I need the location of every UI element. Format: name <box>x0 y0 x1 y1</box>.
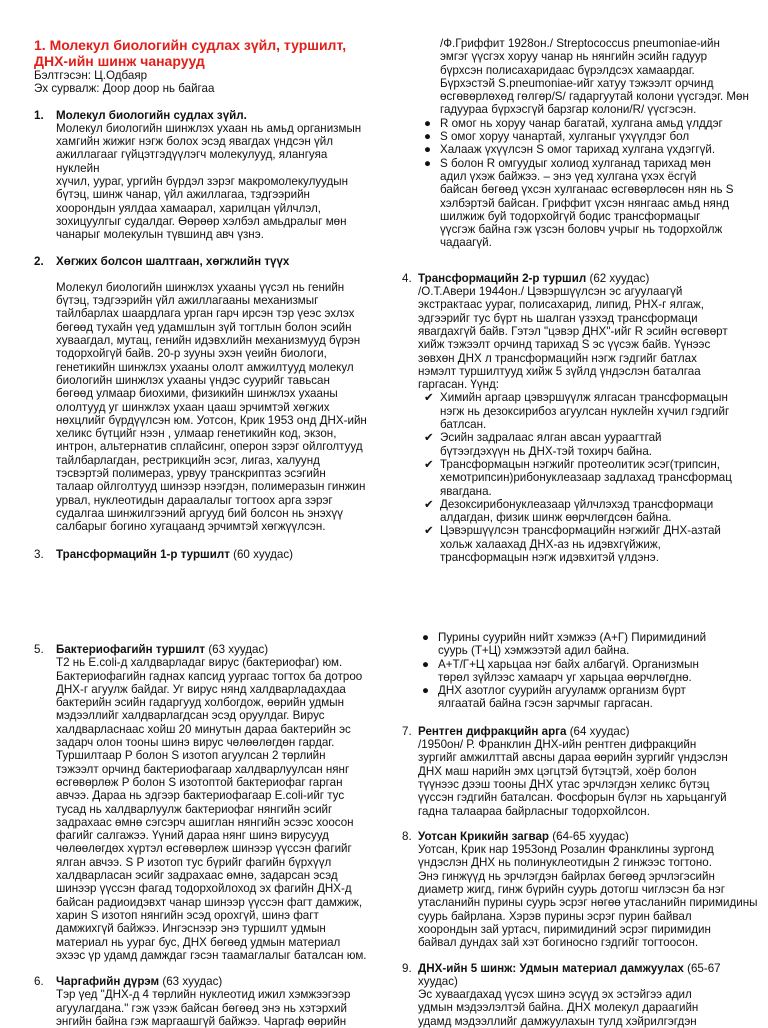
text-line: байвал дундах зай хэт богиносно гэдгийг тогтоосон. <box>418 936 699 950</box>
section-8-title: Уотсан Крикийн загвар <box>418 829 550 843</box>
text-line: Уотсан, Крик нар 1953онд Розалин Франклины зургонд <box>418 843 714 857</box>
section-4-heading <box>402 272 763 285</box>
section-7-title: Рентген дифракцийн арга <box>418 724 567 738</box>
text-line: түүнээс дээш тооны ДНХ утас эрчлэгдэн хеликс бүтэц <box>418 777 710 791</box>
text-line: өсгөвөрлөхөд гөлгөр/S/ гадаргуутай колони үүсгэдэг. Мөн <box>440 90 749 104</box>
list-item <box>420 631 764 658</box>
section-6-pages: (63 хуудас) <box>162 975 223 989</box>
text-line: явагдахгүй байв. Гэтэл "цэвэр ДНХ"-ийг R эсийн өсгөвөрт <box>418 324 728 338</box>
text-line: авчээ. Дараа нь эдгээр бактериофагаар E.coli-ийг тус <box>56 789 345 803</box>
section-9-body <box>402 975 764 1028</box>
section-9-number: 9. <box>402 961 412 975</box>
section-9-pages-cont: хуудас) <box>418 974 458 988</box>
section-5-number: 5. <box>34 643 44 656</box>
text-line: хоорондын уялдаа хамаарал, харилцан үйлчлэл, <box>56 201 322 215</box>
text-line: энгийн байна гэж маргаашгүй байжээ. Чаргаф өөрийн <box>56 1015 347 1028</box>
text-line: төрөл зүйлээс хамаарч уг харьцаа өөрчлөгднө. <box>438 670 692 684</box>
section-3-heading <box>34 548 374 561</box>
bullet-icon: ● <box>424 116 432 130</box>
checkmark-icon: ✔ <box>424 391 434 405</box>
text-line: нэгж нь дезоксирибоз агуулсан нуклейн хүчил гэдгийг <box>440 404 730 418</box>
document-title-line-1: 1. Молекул биологийн судлах зүйл, туршилт, <box>34 37 347 53</box>
text-line: S болон R омгуудыг холиод хулганад тарихад мөн <box>440 156 711 170</box>
section-6-body <box>34 988 374 1028</box>
section-7-body <box>402 738 764 818</box>
text-line: тайлбарлагдан, рестрикцийн эсэг, лигаз, халуунд <box>56 453 320 467</box>
text-line: бөгөөд улмаар биохими, физикийн шинжлэх ухааны <box>56 387 338 401</box>
bullet-icon: ● <box>424 130 432 144</box>
document-title-line-2: ДНХ-ийн шинж чанарууд <box>34 53 205 69</box>
section-3-body <box>418 37 763 117</box>
text-line: урвал, нуклеотидын дараалалыг тогтоох арга зэрэг <box>56 493 333 507</box>
text-line: халдварласнаас хойш 20 минутын дараа бактерийн эс <box>56 722 351 736</box>
text-line: Тэр үед "ДНХ-д 4 төрлийн нуклеотид ижил хэмжээгээр <box>56 988 351 1002</box>
section-6-title: Чаргафийн дүрэм <box>56 975 160 989</box>
checkmark-icon: ✔ <box>424 457 434 471</box>
section-3-pages: (60 хуудас) <box>233 547 293 561</box>
text-line: хоорондын зай уртасч, пиримидиний эсрэг пиримидин <box>418 922 711 936</box>
text-line: Цэвэршүүлсэн трансформацийн нэгжийг ДНХ-азтай <box>440 524 721 538</box>
section-1 <box>34 109 374 242</box>
text-line: явагдана. <box>440 484 492 498</box>
section-5-pages: (63 хуудас) <box>208 643 269 656</box>
text-line: алдагдан, физик шинж өөрчлөгдсөн байна. <box>440 511 672 525</box>
text-line: батлсан. <box>440 418 487 432</box>
text-line: зургийг амжилттай авсны дараа өөрийн зургийг үндэслэн <box>418 751 728 765</box>
text-line: фагийг салгажээ. Үүний дараа нянг шинэ вирусууд <box>56 829 329 843</box>
text-line: байсан радиоидэвхт чанар шинээр үүссэн фагт дамжиж, <box>56 895 363 909</box>
text-line: шилжиж буй тодорхойгүй бодис трансформацыг <box>440 209 701 223</box>
text-line: Туршилтаар P болон S изотоп агуулсан 2 төрлийн <box>56 749 326 763</box>
text-line: гадна талаараа байрласныг тодорхойлсон. <box>418 804 650 818</box>
list-item <box>422 117 763 130</box>
text-line: үүсгэж байна гэж үзсэн боловч учрыг нь тодорхойлж <box>440 223 723 237</box>
text-line: хүчил, уураг, ургийн бүрдэл зэрэг макромолекулуудын <box>56 175 349 189</box>
text-line: тусад нь халдварлуулж бактериофаг нянгийн эсийг <box>56 802 333 816</box>
section-2-number: 2. <box>34 254 44 268</box>
list-item <box>422 143 763 156</box>
text-line: Молекул биологийн шинжлэх ухаан нь амьд организмын <box>56 121 362 135</box>
text-line: задарч олон тооны шинэ вирус чөлөөлөгдөн гардаг. <box>56 736 335 750</box>
text-line: өсгөвөрлөж P болон S изотоптой бактериофаг гарган <box>56 775 343 789</box>
bullet-icon: ● <box>422 631 430 644</box>
list-item <box>422 157 763 250</box>
text-line: суурь (Т+Ц) хэмжээтэй адил байна. <box>438 644 630 658</box>
text-line: хамгийн жижиг нэгж болох эсэд явагдах үндсэн үйл <box>56 135 334 149</box>
checkmark-icon: ✔ <box>424 497 434 511</box>
section-2-title: Хөгжих болсон шалтгаан, хөгжлийн түүх <box>56 254 290 268</box>
section-2 <box>34 255 374 534</box>
text-line: Энэ гинжүүд нь эрчлэгдэн байрлах бөгөөд эрчлэгэсийн <box>418 869 715 883</box>
section-3-number: 3. <box>34 547 44 561</box>
section-5-body <box>34 656 374 962</box>
section-4-pages: (62 хуудас) <box>589 271 650 285</box>
section-6-bullets <box>402 631 764 711</box>
text-line: зохицуулгыг судалдаг. Өөрөөр хэлбэл амьдралыг мөн <box>56 214 347 228</box>
text-line: ололтууд уг шинжлэх ухаан цааш эрчимтэй хөгжих <box>56 400 330 414</box>
text-line: материал нь уураг бус, ДНХ бөгөөд удмын материал <box>56 935 341 949</box>
list-item <box>422 431 763 458</box>
section-3-title: Трансформацийн 1-р туршилт <box>56 547 230 561</box>
text-line: дамжихгүй байжээ. Ингэснээр энэ туршилт удмын <box>56 922 326 936</box>
left-column <box>34 37 374 561</box>
section-4-body <box>418 285 763 391</box>
right-column-lower <box>402 631 764 1028</box>
section-2-body <box>34 281 374 534</box>
text-line: экстрактаас уураг, полисахарид, липид, РНХ-г ялгаж, <box>418 298 705 312</box>
text-line: эмгэг үүсгэх хоруу чанар нь нянгийн эсийн гадуур <box>440 50 708 64</box>
text-line: диаметр жигд, гинж бүрийн суурь дотогш чиглэсэн ба нэг <box>418 883 725 897</box>
text-line: суурь байрлана. Хэрэв пурины эсрэг пурин байвал <box>418 909 692 923</box>
text-line: Бактериофагийн гаднах капсид уургаас тогтох ба дотроо <box>56 669 363 683</box>
text-line: биологийн шинжлэх ухааны үндэс суурийг тавьсан <box>56 373 330 387</box>
bullet-icon: ● <box>424 143 432 157</box>
text-line: ажиллагааг гүйцэтгэдүүлэгч молекулууд, ялангуяа нуклейн <box>56 148 328 175</box>
text-line: бүтэц, тэдгээрийн үйл ажиллагааны механизмыг <box>56 294 319 308</box>
section-9-heading <box>402 962 764 975</box>
text-line: чанарыг молекулын түвшинд авч үзнэ. <box>56 228 264 242</box>
text-line: агуулагдана." гэж үзэж байсан бөгөөд энэ нь хэтэрхий <box>56 1001 347 1015</box>
bullet-icon: ● <box>422 684 430 698</box>
text-line: бөгөөд тухайн үед удамшлын зүй тогтлын болон эсийн <box>56 320 352 334</box>
section-4-title: Трансформацийн 2-р туршил <box>418 271 587 285</box>
section-8-pages: (64-65 хуудас) <box>552 829 629 843</box>
list-item <box>422 524 763 564</box>
text-line: хемотрипсин)рибонуклеазаар задлахад трансформац <box>440 471 732 485</box>
section-4-number: 4. <box>402 271 412 285</box>
section-5-heading <box>34 643 374 656</box>
text-line: хийж тэжээлт орчинд тарихад S эс үүсэж байв. Үүнээс <box>418 338 711 352</box>
text-line: нэмэлт туршилтууд хийж 5 зүйлд үндэслэн баталгаа <box>418 364 701 378</box>
text-line: тэсвэртэй полимераз, урвуу транскриптаз эсэгийн <box>56 467 326 481</box>
text-line: судалгаа шинжилгээний аргууд бий болсон нь энэхүү <box>56 506 343 520</box>
text-line: шинээр үүссэн фагад тодорхойлоход эх фагийн ДНХ-д <box>56 882 352 896</box>
text-line: салбарыг богино хугацаанд эрчимтэй хөгжүүлсэн. <box>56 520 326 534</box>
text-line: нөхцлийг бүрдүүлсэн юм. Уотсон, Крик 1953 онд ДНХ-ийн <box>56 413 367 427</box>
text-line: гадуураа бүрхэсгүй барзгар колони/R/ үүсгэсэн. <box>440 103 697 117</box>
text-line: халдварласан эсийг задрахаас өмнө, задарсан эсэд <box>56 869 338 883</box>
text-line: интрон, альтернатив сплайсинг, оперон зэрэг ойлголтууд <box>56 440 363 454</box>
text-line: А+Т/Г+Ц харьцаа нэг байх албагүй. Организмын <box>438 657 699 671</box>
section-3-bullets <box>418 117 763 250</box>
text-line: хольж халаахад ДНХ-аз нь идэвхгүйжиж, <box>440 537 661 551</box>
list-item <box>422 391 763 431</box>
text-line: үндэслэн ДНХ нь полинуклеотидын 2 гинжээс тогтоно. <box>418 856 712 870</box>
text-line: чөлөөлөгдөх хүртэл өсгөвөрлөж шинээр үүссэн фагийг <box>56 842 352 856</box>
text-line: утасланийн пурины суурь эсрэг нөгөө утасланийн пиримидины <box>418 896 758 910</box>
text-line: трансформацын нэгж идэвхитэй үлдэнэ. <box>440 550 659 564</box>
list-item <box>420 658 764 685</box>
text-line: ялган авчээ. S P изотоп тус бүрийг фагийн бүрхүүл <box>56 855 332 869</box>
text-line: хеликс бүтцийг нээн , улмаар генетикийн код, экзон, <box>56 427 337 441</box>
text-line: Пурины суурийн нийт хэмжээ (А+Г) Пиримидиний <box>438 631 707 644</box>
text-line: удмын мэдээлэлтэй байна. ДНХ молекул дараагийн <box>418 1001 699 1015</box>
list-item <box>422 498 763 525</box>
section-7-pages: (64 хуудас) <box>569 724 630 738</box>
text-line: ДНХ азотлог суурийн агууламж организм бүрт <box>438 684 686 698</box>
text-line: Эсийн задралаас ялган авсан уураагтгай <box>440 431 662 445</box>
sources: Эх сурвалж: Доор доор нь байгаа <box>34 82 215 96</box>
bullet-icon: ● <box>422 657 430 671</box>
text-line: харин S изотоп нянгийн эсэд орохгүй, шинэ фагт <box>56 908 319 922</box>
text-line: Химийн аргаар цэвэршүүлж ялгасан трансформацын <box>440 391 728 405</box>
text-line: бүтэц, шинж чанар, үйл ажиллагаа, тэдгээрийн <box>56 188 310 202</box>
section-7-heading <box>402 725 764 738</box>
text-line: байсан бөгөөд үхсэн хулганаас өсгөвөрлөсөн нян нь S <box>440 183 734 197</box>
text-line: тайлбарлах шаардлага урган гарч ирсэн тэр үеэс эхлэх <box>56 307 355 321</box>
text-line: Дезоксирибонуклеазаар үйлчлэхэд трансформаци <box>440 497 714 511</box>
text-line: зөвхөн ДНХ л трансформацийн нэгж гэдгийг батлах <box>418 351 697 365</box>
list-item <box>422 130 763 143</box>
list-item <box>420 684 764 711</box>
section-7-number: 7. <box>402 724 412 738</box>
list-item <box>422 458 763 498</box>
section-8-heading <box>402 830 764 843</box>
text-line: /О.Т.Авери 1944он./ Цэвэршүүлсэн эс агуулаагүй <box>418 285 683 299</box>
text-line: тодорхойгүй байв. 20-р зууны эхэн үеийн биологи, <box>56 347 327 361</box>
section-6-heading <box>34 975 374 988</box>
text-line: ДНХ-г агуулж байдаг. Уг вирус нянд халдварладахдаа <box>56 682 346 696</box>
text-line: эхээс үр удамд дамждаг гэсэн таамаглалыг баталсан юм. <box>56 948 367 962</box>
text-line: чадаагүй. <box>440 236 492 250</box>
text-line: хуваагдал, мутац, генийн идэвхлийн механизмууд бүрэн <box>56 334 361 348</box>
text-line: S омог хоруу чанартай, хулганыг үхүүлдэг бол <box>440 130 690 144</box>
section-2-heading <box>34 255 374 268</box>
section-1-number: 1. <box>34 108 44 122</box>
checkmark-icon: ✔ <box>424 431 434 445</box>
text-line: тэжээлт орчинд бактериофагаар халдварлуулсан нянг <box>56 762 350 776</box>
section-8-body <box>402 843 764 949</box>
text-line: бүрхсэн полисахаридаас бүрэлдсэх хамаардаг. <box>440 63 695 77</box>
text-line: R омог нь хоруу чанар багатай, хулгана амьд үлддэг <box>440 116 723 130</box>
author: Бэлтгэсэн: Ц.Одбаяр <box>34 69 148 82</box>
bullet-icon: ● <box>424 156 432 170</box>
checkmark-icon: ✔ <box>424 524 434 538</box>
section-1-title: Молекул биологийн судлах зүйл. <box>56 108 247 122</box>
text-line: удамд мэдээллийг дамжуулахын тулд хэйрилгэгдэн <box>418 1014 697 1028</box>
text-line: ДНХ маш нарийн эмх цэгцтэй бүтэцтэй, хоёр болон <box>418 764 697 778</box>
text-line: Трансформацын нэгжийг протеолитик эсэг(трипсин, <box>440 457 720 471</box>
text-line: Т2 нь E.coli-д халдварладаг вирус (бактериофаг) юм. <box>56 656 343 670</box>
text-line: бактерийн эсийн гадаргууд холбогдож, өөрийн удмын <box>56 696 344 710</box>
section-9-pages: (65-67 <box>687 961 721 975</box>
section-5-title: Бактериофагийн туршилт <box>56 643 206 656</box>
text-line: Молекул биологийн шинжлэх ухааны үүсэл нь генийн <box>56 280 345 294</box>
text-line: /1950он/ Р. Франклин ДНХ-ийн рентген дифракцийн <box>418 738 697 752</box>
right-column <box>402 37 763 564</box>
text-line: Бүрхэстэй S.pneumoniae-ийг хатуу тэжээлт орчинд <box>440 76 714 90</box>
text-line: Эс хуваагдахад үүсэх шинэ эсүүд эх эстэйгээ адил <box>418 988 692 1002</box>
section-1-heading <box>34 109 374 122</box>
text-line: хэлбэртэй байсан. Гриффит үхсэн нянгаас амьд нянд <box>440 196 729 210</box>
section-6-number: 6. <box>34 975 44 989</box>
section-8-number: 8. <box>402 829 412 843</box>
text-line: мэдээллийг халдварлагдсан эсэд оруулдаг. Вирус <box>56 709 325 723</box>
section-4-checklist <box>418 391 763 564</box>
text-line: гаргасан. Үүнд: <box>418 378 500 392</box>
text-line: талаар ойлголтууд шинээр нээгдэн, полимеразын гинжин <box>56 480 366 494</box>
section-1-body <box>34 122 374 242</box>
text-line: ялгаатай байна гэсэн зарчмыг гаргасан. <box>438 697 653 711</box>
text-line: Халааж үхүүлсэн S омог тарихад хулгана үхдэггүй. <box>440 143 716 157</box>
section-9-title: ДНХ-ийн 5 шинж: Удмын материал дамжуулах <box>418 961 684 975</box>
text-line: бүтээгдэхүүн нь ДНХ-тэй тохирч байна. <box>440 444 652 458</box>
left-column-lower <box>34 643 374 1028</box>
text-line: задрахаас өмнө сэгсэрч ашиглан нянгийн эсээс хоосон <box>56 815 354 829</box>
text-line: адил үхэж байжээ. – энэ үед хулгана үхэх ёсгүй <box>440 169 697 183</box>
text-line: генетикийн шинжлэх ухааны ололт амжилтууд молекул <box>56 360 354 374</box>
text-line: үүссэн гэдгийн баталсан. Фосфорын бүлэг нь харьцангуй <box>418 791 727 805</box>
text-line: эдгээрийг тус бүрт нь шалган үзэхэд трансформаци <box>418 311 698 325</box>
text-line: /Ф.Гриффит 1928он./ Streptococcus pneumoniae-ийн <box>440 37 720 50</box>
